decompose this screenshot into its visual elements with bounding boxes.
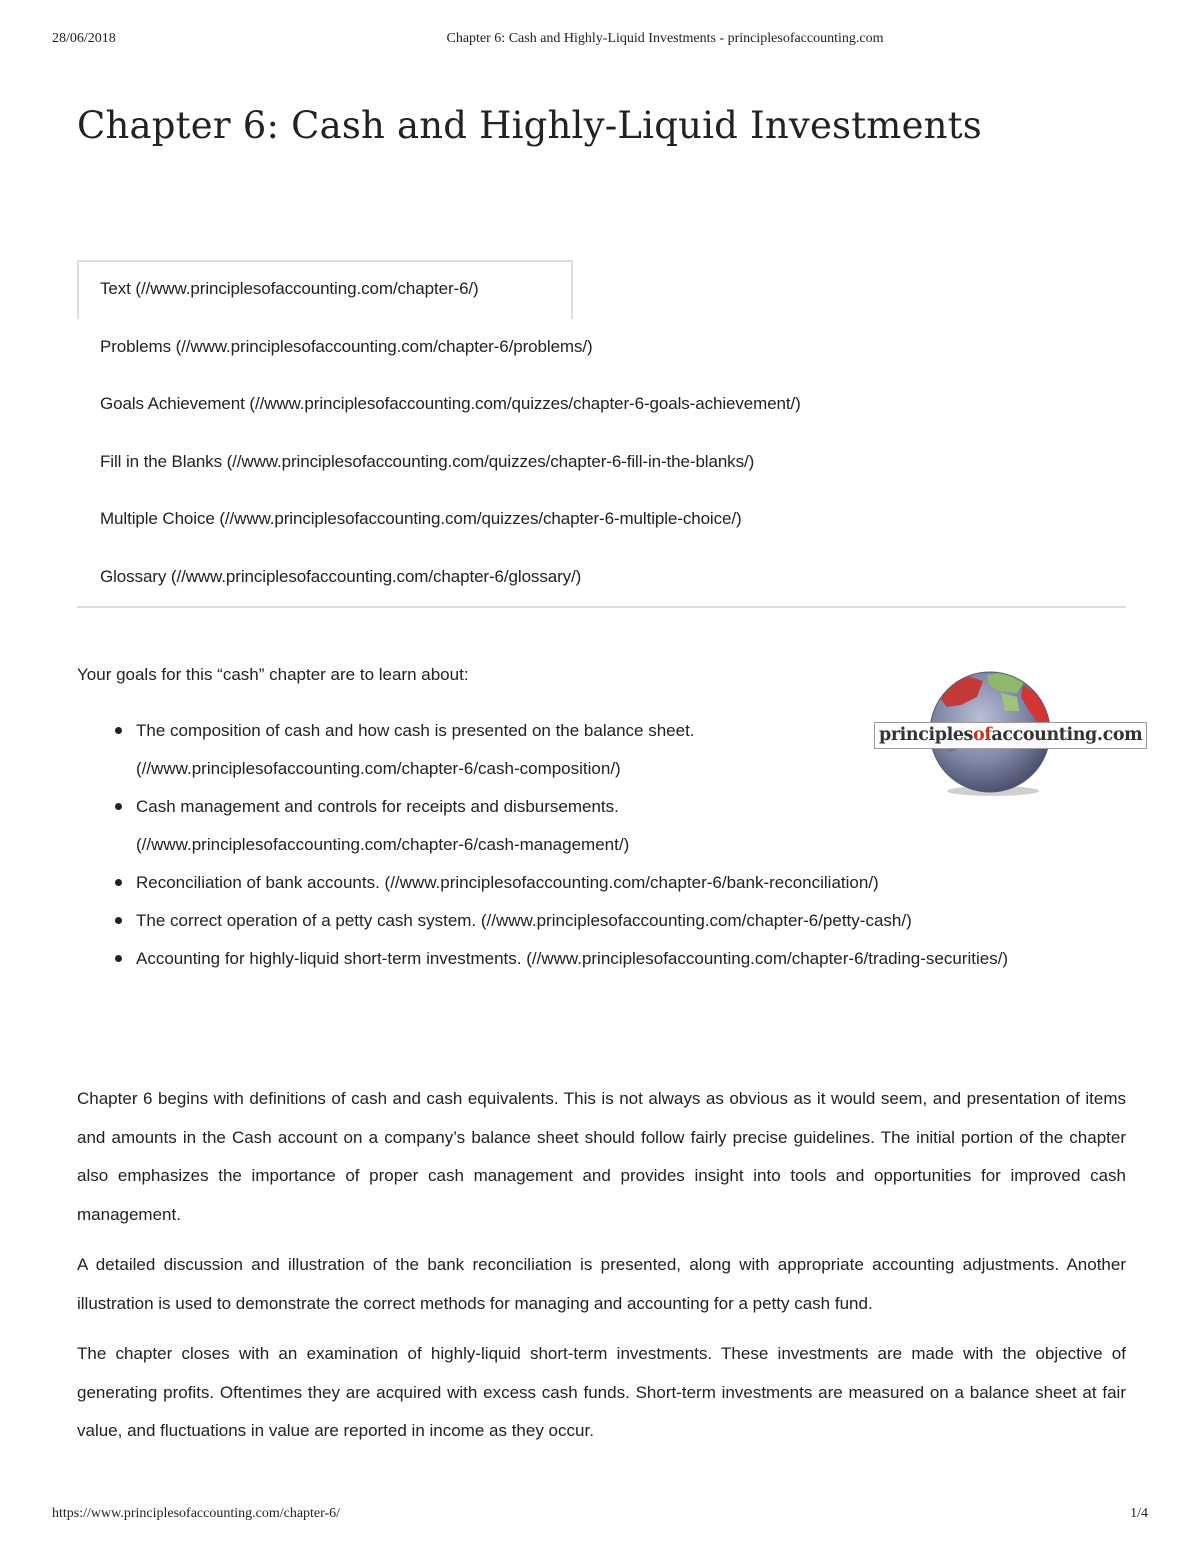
- goals-list: [77, 712, 1126, 978]
- tab-multiple-choice[interactable]: [77, 491, 1126, 548]
- tab-goals-achievement-label: Goals Achievement (//www.principlesofaccounting.com/quizzes/chapter-6-goals-achievement/): [100, 394, 801, 414]
- goal-item[interactable]: Reconciliation of bank accounts. (//www.principlesofaccounting.com/chapter-6/bank-reconciliation/): [77, 864, 1126, 902]
- bullet-icon: [115, 803, 122, 810]
- print-document-title: Chapter 6: Cash and Highly-Liquid Investments - principlesofaccounting.com: [446, 31, 884, 46]
- tab-problems[interactable]: [77, 319, 1126, 376]
- bullet-icon: [115, 879, 122, 886]
- print-header: [0, 31, 1200, 51]
- bullet-icon: [115, 727, 122, 734]
- body-paragraph: The chapter closes with an examination of highly-liquid short-term investments. These investments are made with the objective of generating profits. Oftentimes they are acquired with excess cash funds. Short-term investments are measured on a balance sheet at fair value, and fluctuations in value are reported in income as they occur.: [77, 1344, 1126, 1440]
- bullet-icon: [115, 955, 122, 962]
- body-paragraph: Chapter 6 begins with definitions of cash and cash equivalents. This is not always as obvious as it would seem, and presentation of items and amounts in the Cash account on a company’s balance sheet should follow fairly precise guidelines. The initial portion of the chapter also emphasizes the importance of proper cash management and provides insight into tools and opportunities for improved cash management.: [77, 1089, 1126, 1224]
- print-date: 28/06/2018: [52, 31, 116, 46]
- tab-fill-in-the-blanks-label: Fill in the Blanks (//www.principlesofaccounting.com/quizzes/chapter-6-fill-in-the-blanks/): [100, 451, 755, 471]
- tab-fill-in-the-blanks[interactable]: [77, 434, 1126, 491]
- logo-wordmark: principlesofaccounting.com: [874, 722, 1147, 749]
- goal-item[interactable]: Accounting for highly-liquid short-term investments. (//www.principlesofaccounting.com/chapter-6/trading-securities/): [77, 940, 1126, 978]
- goal-item[interactable]: Cash management and controls for receipts and disbursements. (//www.principlesofaccounting.com/chapter-6/cash-management/): [77, 788, 1126, 864]
- page-number: 1/4: [1130, 1506, 1148, 1521]
- goal-item[interactable]: The correct operation of a petty cash system. (//www.principlesofaccounting.com/chapter-6/petty-cash/): [77, 902, 1126, 940]
- tab-glossary-label: Glossary (//www.principlesofaccounting.com/chapter-6/glossary/): [100, 566, 582, 586]
- chapter-body: [77, 1080, 1126, 1463]
- print-footer: [0, 1506, 1200, 1526]
- tab-goals-achievement[interactable]: [77, 376, 1126, 433]
- tab-problems-label: Problems (//www.principlesofaccounting.com/chapter-6/problems/): [100, 337, 593, 356]
- page-title: Chapter 6: Cash and Highly-Liquid Investments: [77, 104, 982, 147]
- tab-glossary[interactable]: [77, 549, 1126, 606]
- tab-text[interactable]: [77, 260, 573, 319]
- tab-multiple-choice-label: Multiple Choice (//www.principlesofaccounting.com/quizzes/chapter-6-multiple-choice/): [100, 509, 742, 529]
- chapter-tabs: [77, 260, 1126, 608]
- goals-intro: Your goals for this “cash” chapter are to learn about:: [77, 665, 469, 684]
- bullet-icon: [115, 917, 122, 924]
- tab-text-label: Text (//www.principlesofaccounting.com/chapter-6/): [100, 279, 479, 298]
- body-paragraph: A detailed discussion and illustration of the bank reconciliation is presented, along with appropriate accounting adjustments. Another illustration is used to demonstrate the correct methods for managing and accounting for a petty cash fund.: [77, 1255, 1126, 1313]
- print-url: https://www.principlesofaccounting.com/chapter-6/: [52, 1506, 341, 1521]
- goal-item[interactable]: The composition of cash and how cash is presented on the balance sheet. (//www.principlesofaccounting.com/chapter-6/cash-composition/): [77, 712, 1126, 788]
